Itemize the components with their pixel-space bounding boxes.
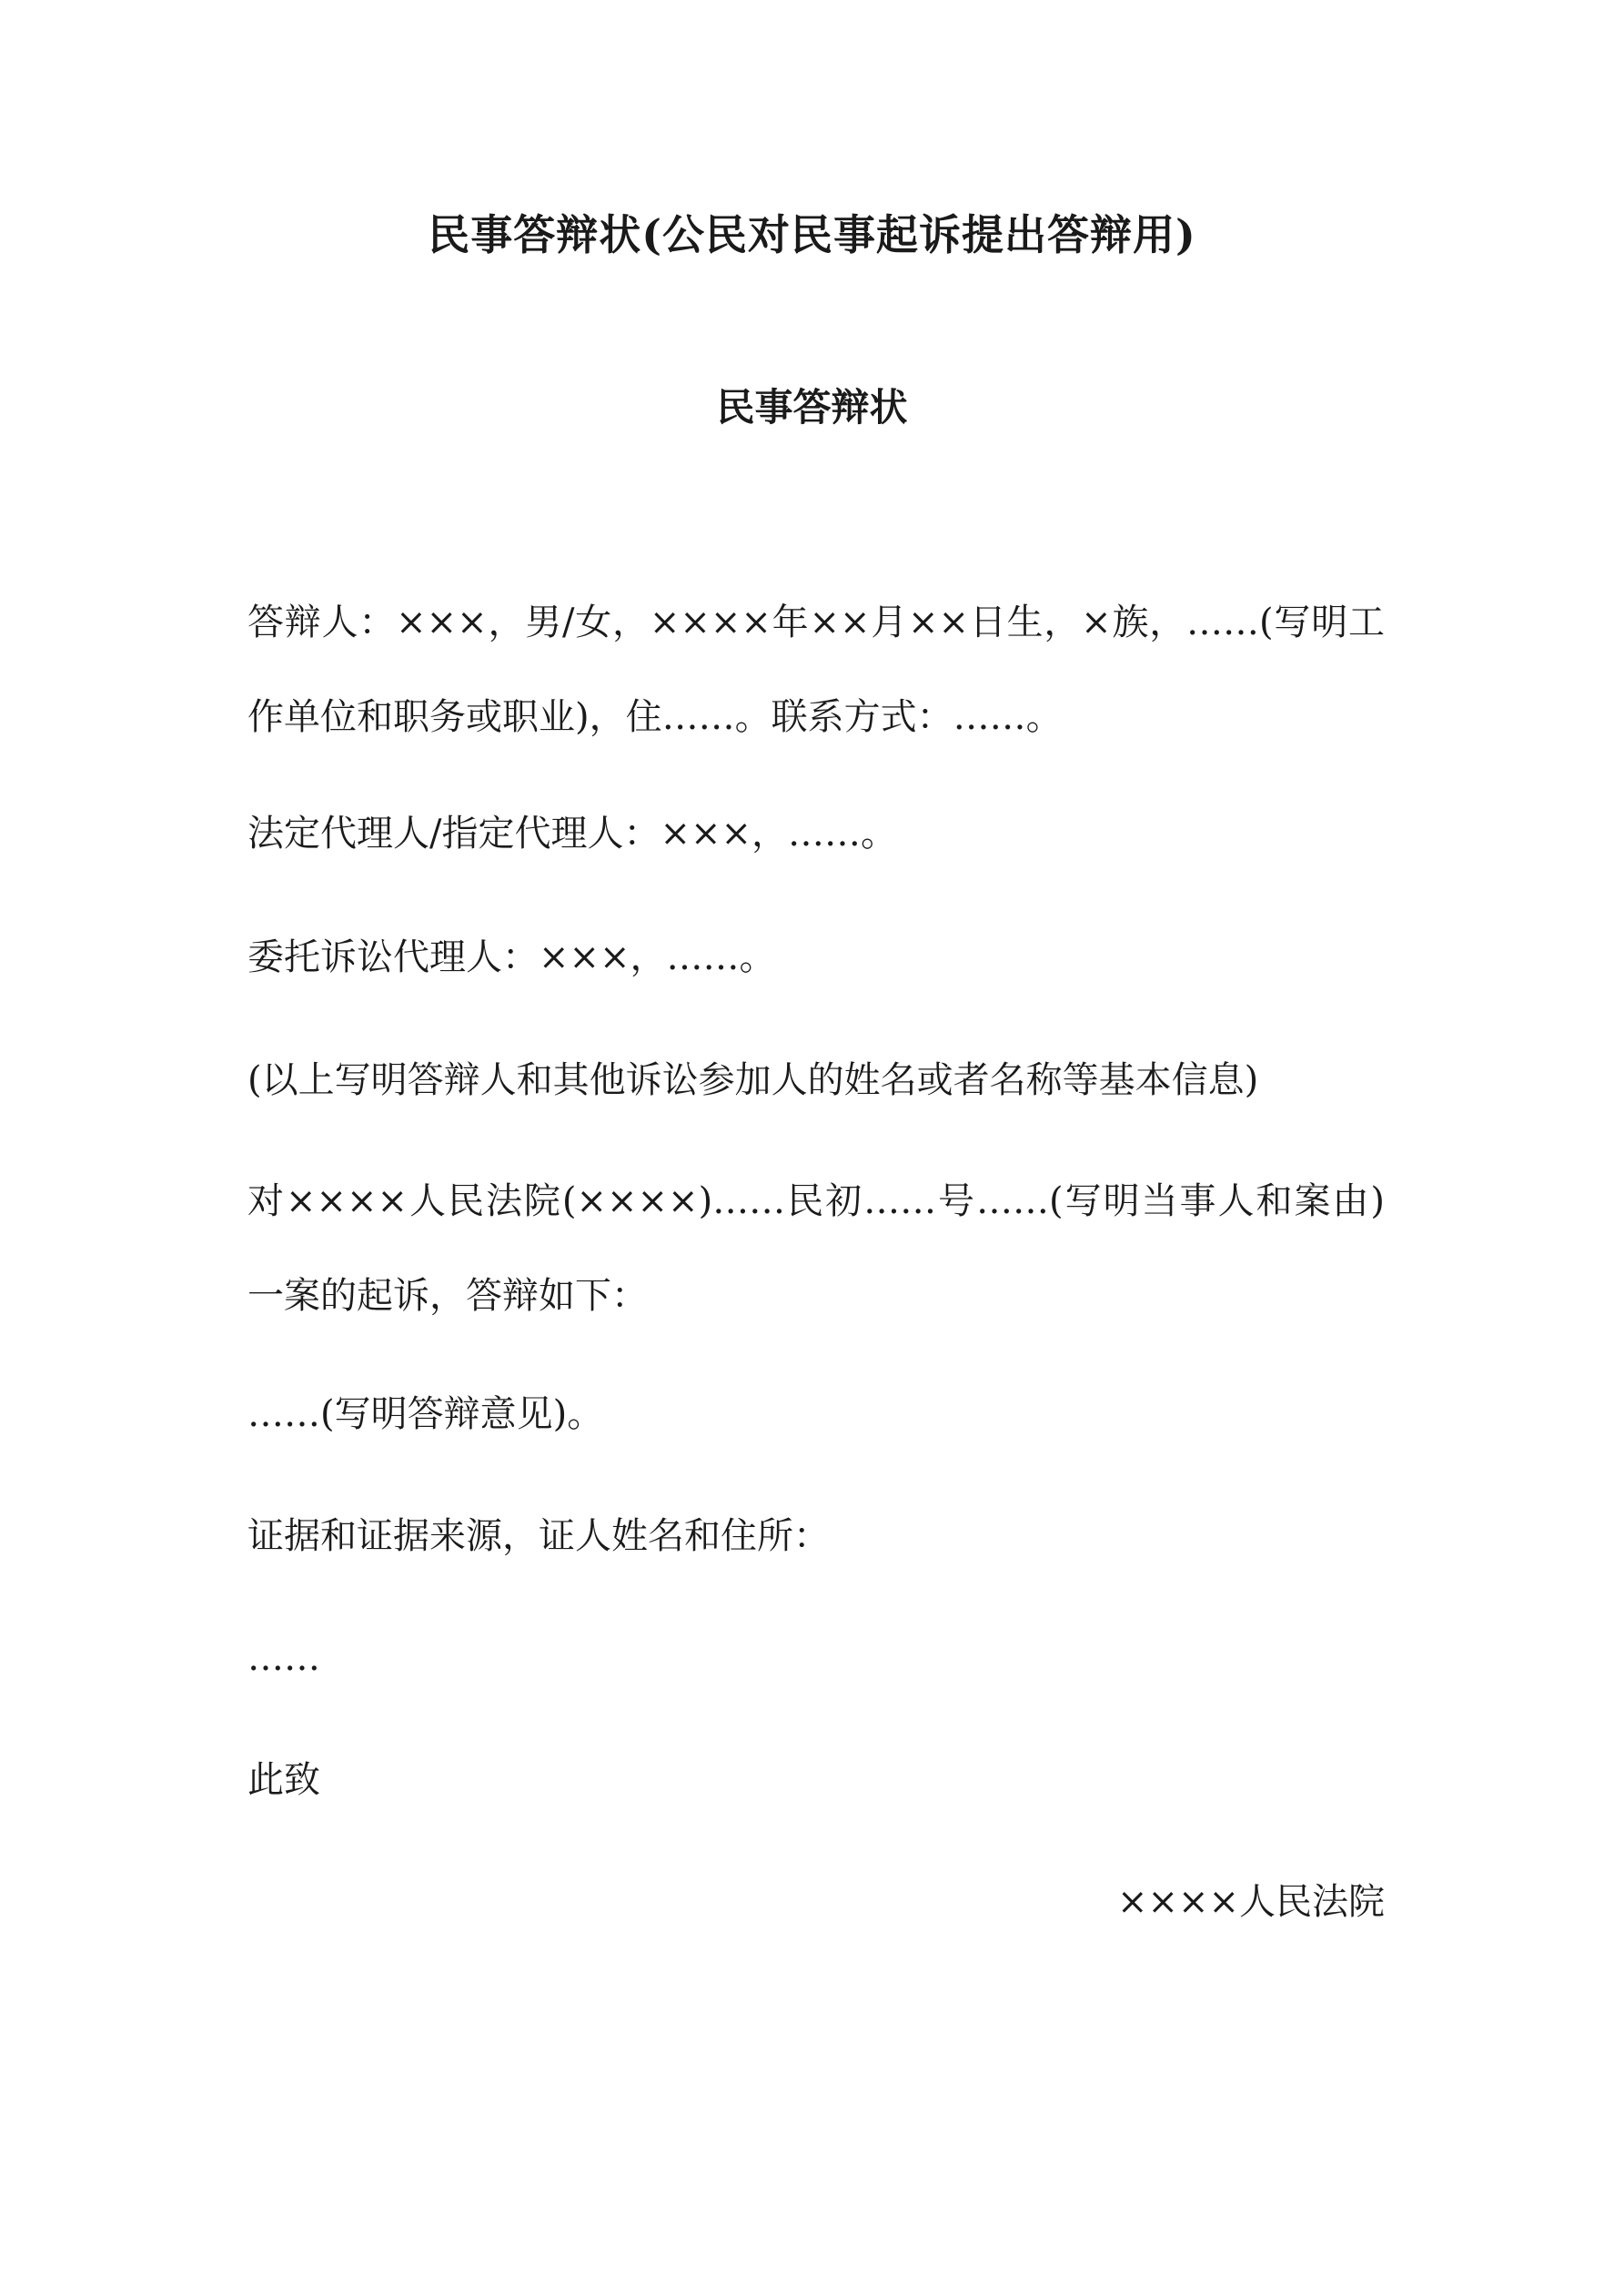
respondent-paragraph: 答辩人：×××，男/女，××××年××月××日生，×族，……(写明工作单位和职务或职业)，住……。联系方式：……。	[247, 602, 1385, 738]
legal-representative-paragraph: 法定代理人/指定代理人：×××，……。	[247, 813, 898, 855]
party-info-note: (以上写明答辩人和其他诉讼参加人的姓名或者名称等基本信息)	[247, 1059, 1259, 1101]
case-paragraph: 对××××人民法院(××××)……民初……号……(写明当事人和案由)一案的起诉，答辩如下：	[247, 1180, 1385, 1317]
evidence-ellipsis: ……	[247, 1637, 320, 1679]
salutation: 此致	[247, 1759, 320, 1801]
entrusted-agent-paragraph: 委托诉讼代理人：×××，……。	[247, 936, 776, 978]
document-title: 民事答辩状(公民对民事起诉提出答辩用)	[428, 210, 1196, 259]
court-name: ××××人民法院	[1116, 1881, 1385, 1923]
evidence-paragraph: 证据和证据来源，证人姓名和住所：	[247, 1515, 830, 1557]
document-heading: 民事答辩状	[716, 385, 908, 430]
defense-opinion-paragraph: ……(写明答辩意见)。	[247, 1393, 604, 1435]
